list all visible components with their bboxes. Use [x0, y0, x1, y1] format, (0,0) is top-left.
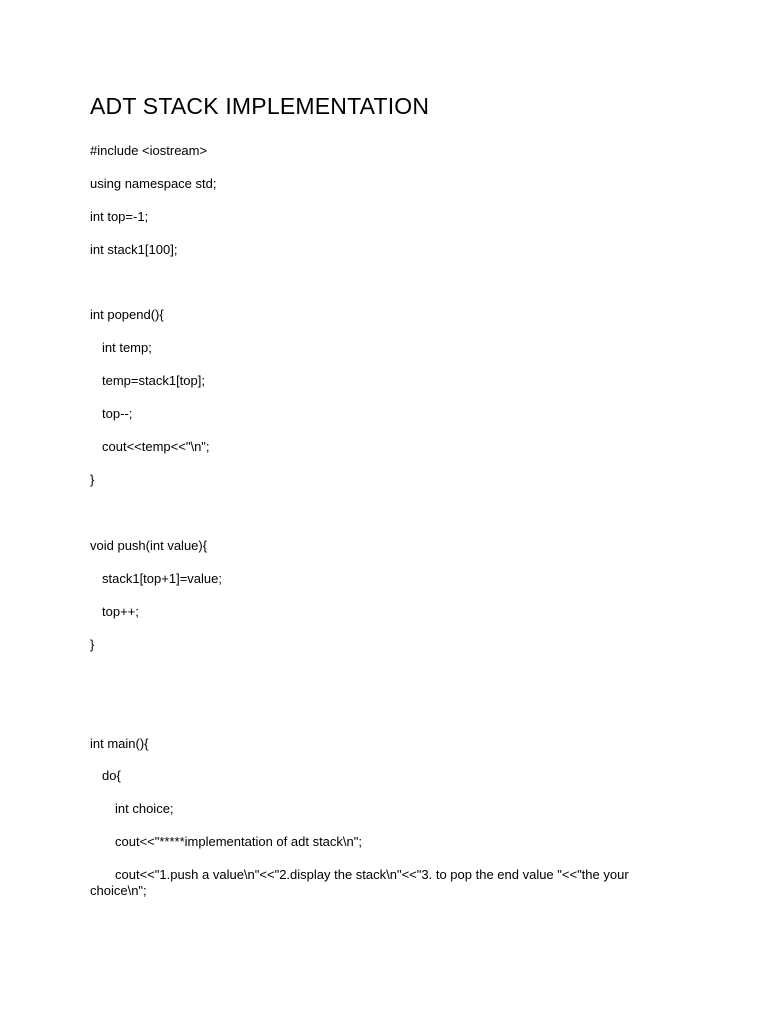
code-line-cout-menu: cout<<"1.push a value\n"<<"2.display the stack\n"<<"3. to pop the end value "<<"the your choice\n";: [90, 867, 629, 898]
document-title: ADT STACK IMPLEMENTATION: [90, 93, 430, 119]
code-line-namespace: using namespace std;: [90, 176, 217, 191]
code-line-stack-decl: int stack1[100];: [90, 242, 178, 257]
code-line-popend-close: }: [90, 472, 95, 487]
code-line-top-decl: int top=-1;: [90, 209, 149, 224]
code-line-push-signature: void push(int value){: [90, 538, 208, 553]
code-line-cout-banner: cout<<"*****implementation of adt stack\n";: [115, 834, 362, 849]
code-line-include: #include <iostream>: [90, 143, 208, 158]
code-line-stack-assign: stack1[top+1]=value;: [102, 571, 222, 586]
code-line-choice-decl: int choice;: [115, 801, 174, 816]
code-line-top-increment: top++;: [102, 604, 139, 619]
code-line-main-signature: int main(){: [90, 736, 149, 751]
code-line-cout-temp: cout<<temp<<"\n";: [102, 439, 210, 454]
code-line-push-close: }: [90, 637, 95, 652]
code-line-do-open: do{: [102, 768, 121, 783]
code-line-top-decrement: top--;: [102, 406, 133, 421]
code-line-temp-decl: int temp;: [102, 340, 152, 355]
code-line-popend-signature: int popend(){: [90, 307, 164, 322]
code-line-temp-assign: temp=stack1[top];: [102, 373, 205, 388]
